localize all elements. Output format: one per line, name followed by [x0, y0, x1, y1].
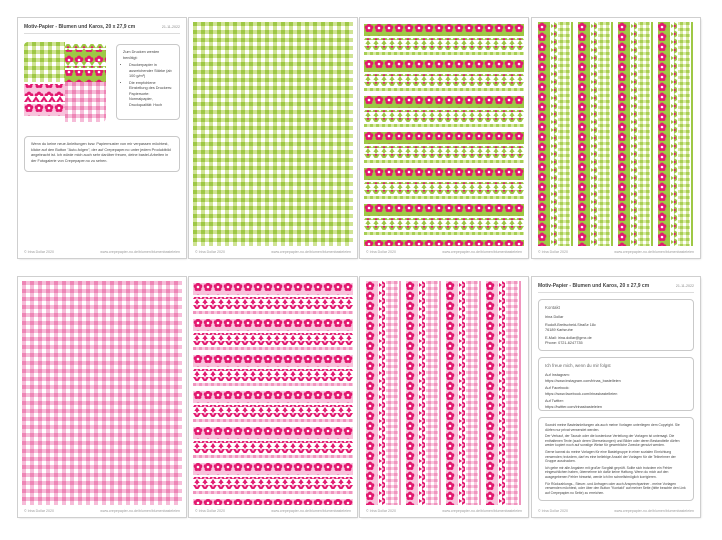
- legal-paragraph: Für Rückzahlungs-, Steuer- und Anfragen oder auch Ansprechpartner - meine Vorlagen verwenden möchtest, oder über den Button "Kontakt" auf meiner Seite (bitte beachte den Link auf Crepepapier.no Seite) zu erreichen.: [545, 481, 686, 495]
- page-green-vertical-stripes: [532, 18, 700, 258]
- page-footer: [24, 250, 180, 254]
- page-green-gingham: [189, 18, 357, 258]
- page-footer: [366, 250, 522, 254]
- contact-street: Rudolf-Breitscheid-Straße 18c: [545, 322, 596, 327]
- page-pink-flower-stripes: [189, 277, 357, 517]
- legal-box: [538, 417, 694, 501]
- page-pink-gingham: [18, 277, 186, 517]
- follow-box: [538, 357, 694, 411]
- legal-paragraph: Gerne kannst du meine Vorlagen für eine Bastelgruppe in einer sozialen Einrichtung verwenden; trotzdem, darf es eine beliebige Anzahl der Vorlagen für die Teilnehmer der Gruppe ausdrucken.: [545, 449, 676, 464]
- page-title: Motiv-Papier - Blumen und Karos, 20 x 27,9 cm: [538, 283, 650, 289]
- pink-gingham-pattern: [22, 281, 182, 505]
- requirement-paper: • Druckerpapier in ausreichender Stärke (ab 100 g/m²): [129, 63, 173, 80]
- follow-heading: Ich freue mich, wenn du mir folgst: [545, 363, 611, 368]
- page-green-flower-stripes: [360, 18, 528, 258]
- page-date: 21-11-2022: [675, 284, 694, 288]
- footer-url[interactable]: www.crepepapier-no.de/blumen/blumenbasteleien: [100, 509, 180, 513]
- page-footer: [24, 509, 180, 513]
- contact-box: [538, 299, 694, 351]
- contact-name: Irina Dollar: [545, 315, 564, 320]
- follow-info-text: Wenn du keine neue Anleitungen bzw. Papiermuster von mir verpassen möchtest, klicke auf den Button "Auto-folgen", der auf Crepepaper.no unter jedem Produktbild angebracht ist. Ich würde mich auch sehr darüber freuen, deine bastel-Arbeiten in der Fotogalerie von Crepepaper.no zu sehen.: [31, 142, 171, 163]
- footer-url[interactable]: www.crepepapier-no.de/blumen/blumenbasteleien: [100, 250, 180, 254]
- footer-copyright: © Irina Dollar 2020: [24, 250, 55, 254]
- page-footer: [195, 250, 351, 254]
- pink-flower-stripes-pattern: [193, 281, 353, 505]
- footer-copyright: © Irina Dollar 2020: [538, 250, 569, 254]
- pattern-preview-image: [24, 42, 106, 122]
- footer-copyright: © Irina Dollar 2020: [24, 509, 55, 513]
- pink-vertical-stripes-pattern: [364, 281, 524, 505]
- page-footer: [195, 509, 351, 513]
- legal-paragraph: Ich gebe mir alle Angaben mit großer Sorgfalt geprüft. Sollte sich trotzdem ein Fehler eingeschlichen haben, übernehme ich dafür keine Haftung. Wenn du mich auf den ausgegebenen Fehler hinweist, werde ich ihn schnellstmöglich korrigieren.: [545, 465, 673, 479]
- facebook-link[interactable]: https://www.facebook.com/irinasbastelleien: [545, 391, 618, 396]
- legal-paragraph: Der Verkauf, der Tausch oder die kostenlose Verteilung der Vorlagen ist untersagt. Die enthaltenen Texte (auch deren Übersetzungen) und Bilder oder deren Bestandteile dürfen weder kopiert noch auf sonstige Weise für gewerbliche Zwecke genutzt werden.: [545, 434, 680, 448]
- page-date: 21-11-2022: [161, 25, 180, 29]
- footer-copyright: © Irina Dollar 2020: [366, 509, 397, 513]
- page-footer: [366, 509, 522, 513]
- green-vertical-stripes-pattern: [536, 22, 696, 246]
- footer-copyright: © Irina Dollar 2020: [538, 509, 569, 513]
- follow-info-box: [24, 136, 180, 172]
- contact-city: 76189 Karlsruhe: [545, 328, 573, 333]
- instagram-link[interactable]: https://www.instagram.com/irinas_bastelleien: [545, 378, 621, 383]
- footer-copyright: © Irina Dollar 2020: [366, 250, 397, 254]
- twitter-link[interactable]: https://twitter.com/irinasbasteleien: [545, 404, 602, 409]
- legal-paragraph: Sowohl meine Bastelanleitungen als auch meine Vorlagen unterliegen dem Copyright. Sie dürfen nur privat verwendet werden.: [545, 423, 680, 432]
- page-title: Motiv-Papier - Blumen und Karos, 20 x 27,9 cm: [24, 24, 136, 30]
- facebook-label: Auf Facebook:: [545, 386, 570, 391]
- footer-url[interactable]: www.crepepapier-no.de/blumen/blumenbasteleien: [271, 250, 351, 254]
- page-pink-vertical-stripes: [360, 277, 528, 517]
- footer-url[interactable]: www.crepepapier-no.de/blumen/blumenbasteleien: [614, 509, 694, 513]
- contact-phone: Phone: 0721-6247735: [545, 341, 583, 346]
- footer-url[interactable]: www.crepepapier-no.de/blumen/blumenbasteleien: [614, 250, 694, 254]
- print-requirements-box: [116, 44, 180, 120]
- divider: [24, 33, 180, 34]
- print-requirements-title: Zum Drucken werden benötigt:: [123, 50, 160, 60]
- footer-url[interactable]: www.crepepapier-no.de/blumen/blumenbasteleien: [442, 250, 522, 254]
- contact-email[interactable]: E-Mail: irina.dollar@gmx.de: [545, 335, 592, 340]
- page-footer: [538, 250, 694, 254]
- footer-url[interactable]: www.crepepapier-no.de/blumen/blumenbasteleien: [442, 509, 522, 513]
- footer-copyright: © Irina Dollar 2020: [195, 250, 226, 254]
- page-cover: [18, 18, 186, 258]
- green-gingham-pattern: [193, 22, 353, 246]
- contact-heading: Kontakt: [545, 305, 560, 310]
- footer-url[interactable]: www.crepepapier-no.de/blumen/blumenbasteleien: [271, 509, 351, 513]
- green-flower-stripes-pattern: [364, 22, 524, 246]
- instagram-label: Auf Instagram:: [545, 373, 570, 378]
- requirement-printer: • Die empfohlene Einstellung des Druckers: Papiersorte: Normalpapier, Druckqualität: Hoch: [129, 81, 173, 109]
- page-contact: [532, 277, 700, 517]
- page-footer: [538, 509, 694, 513]
- pattern-preview-thumbnail: [24, 42, 106, 122]
- divider: [538, 292, 694, 293]
- twitter-label: Auf Twitter:: [545, 399, 564, 404]
- footer-copyright: © Irina Dollar 2020: [195, 509, 226, 513]
